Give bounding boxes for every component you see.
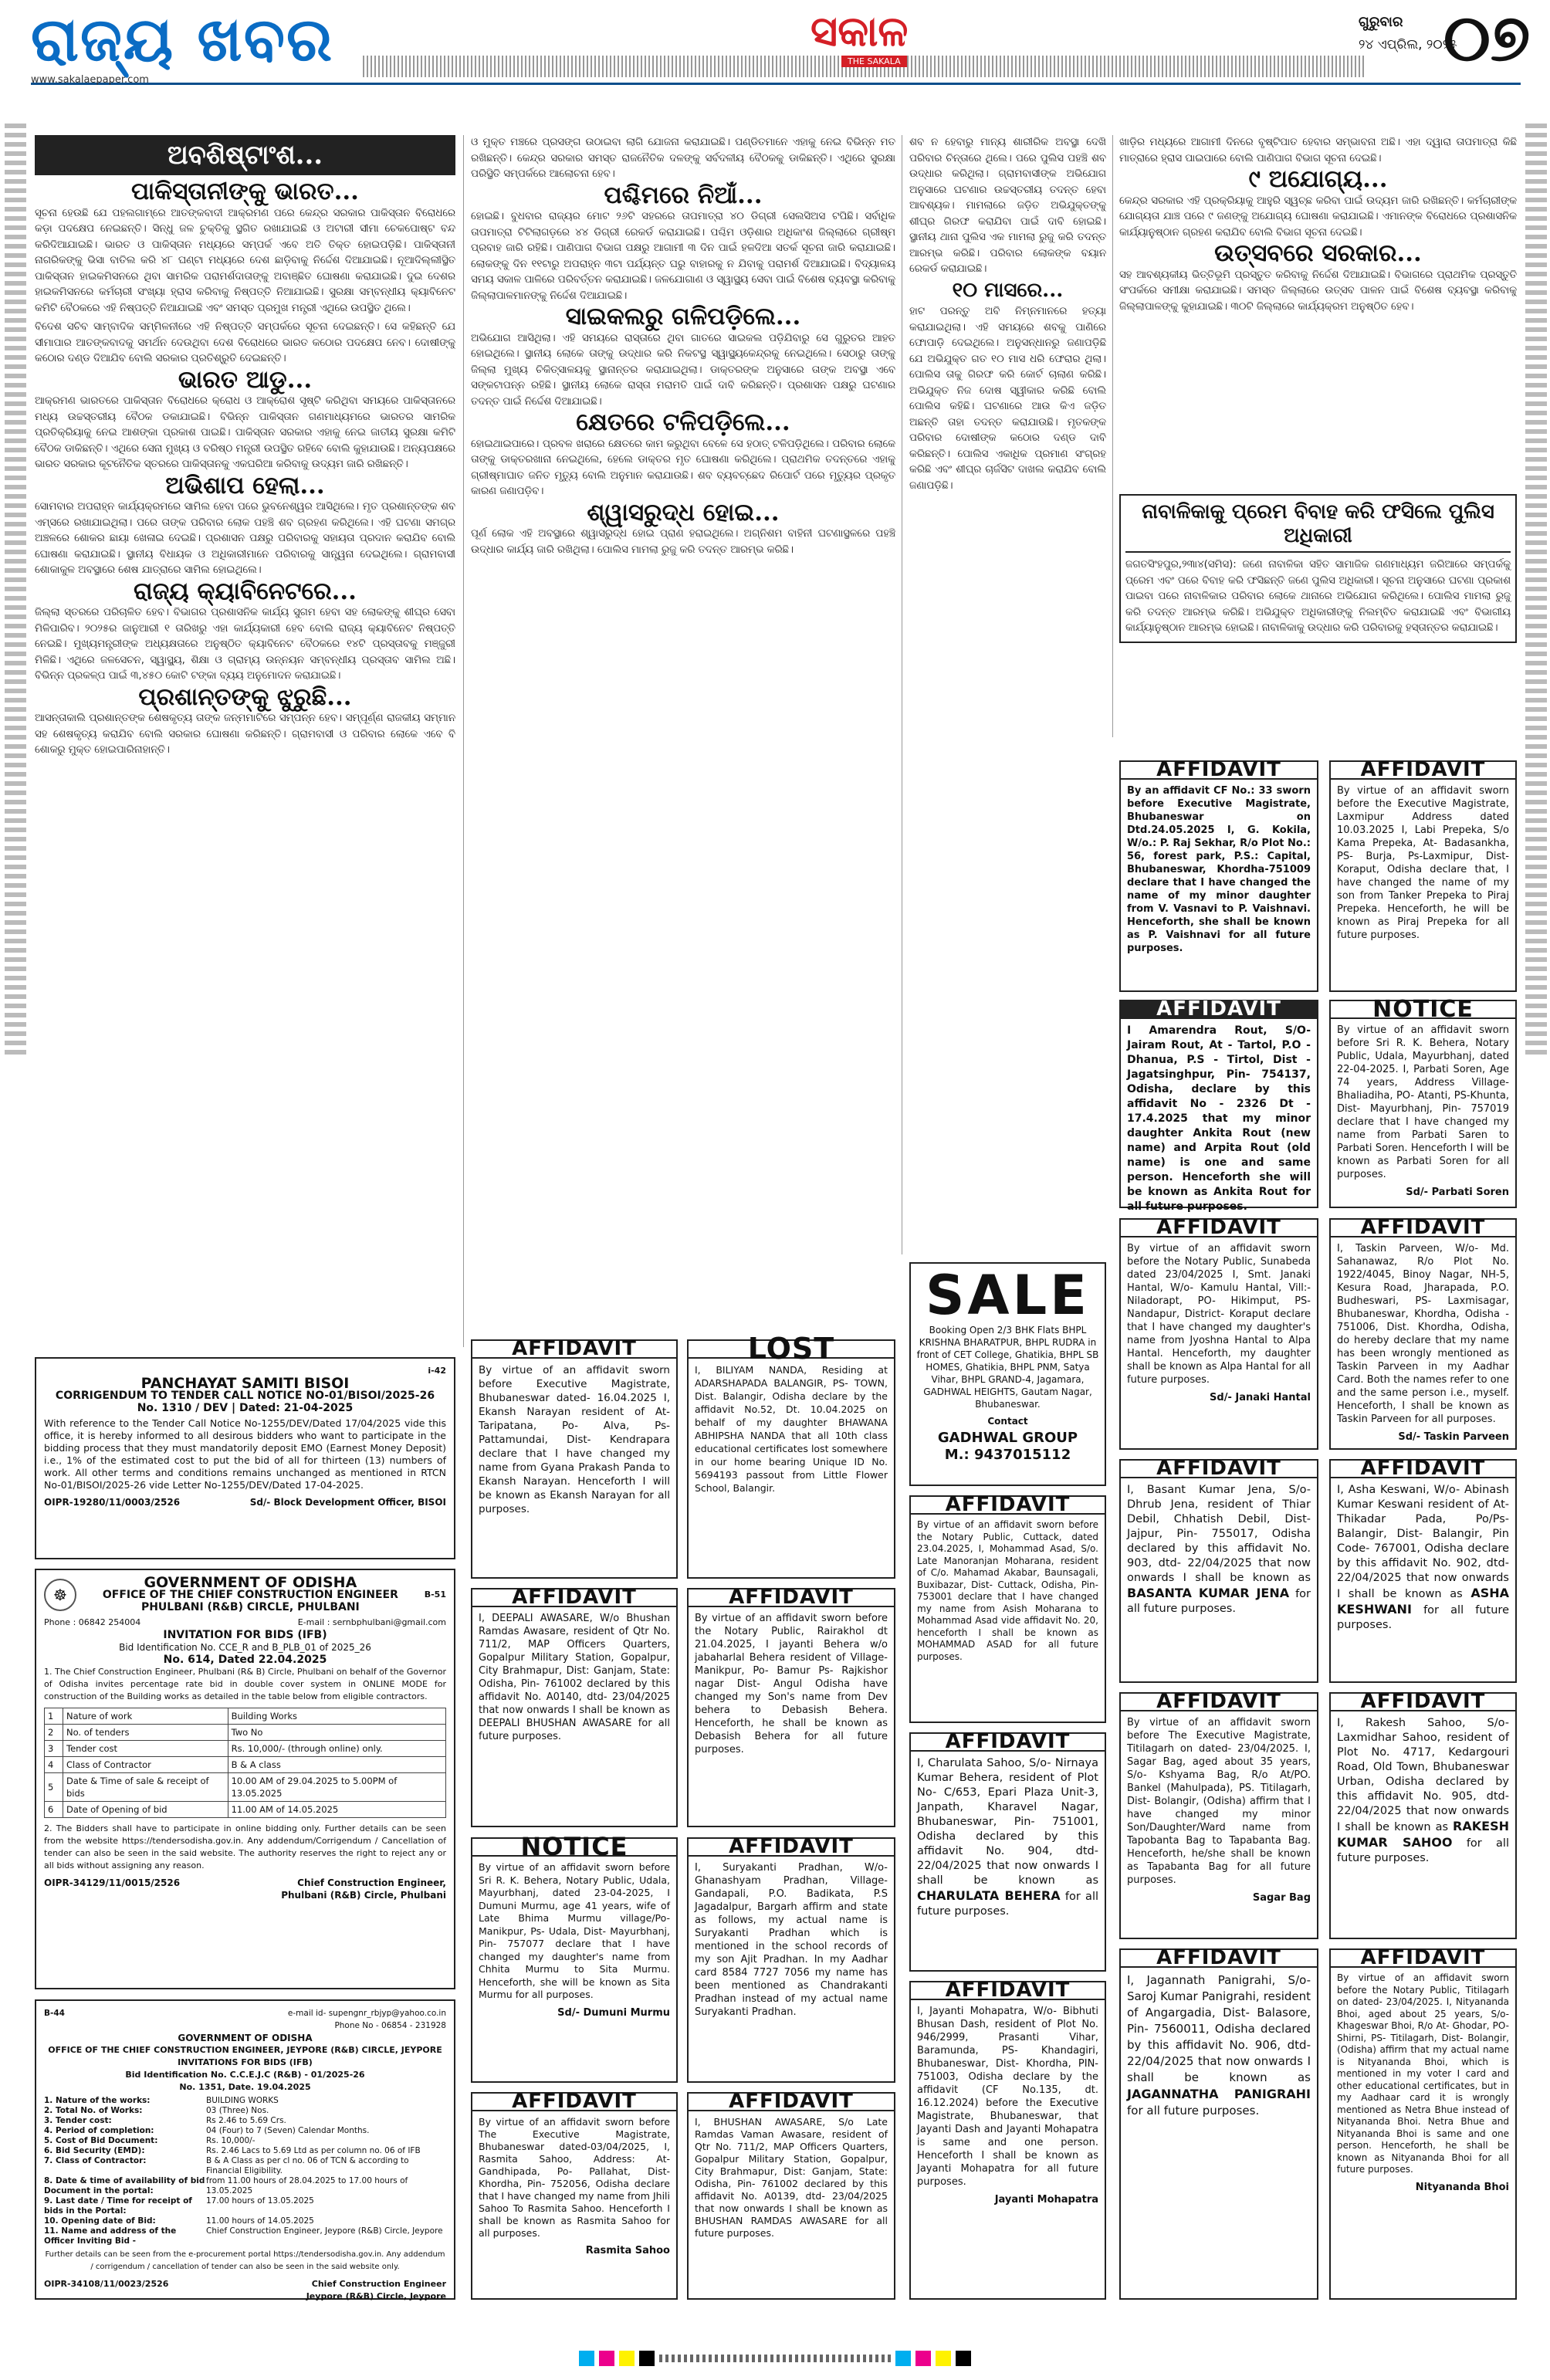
tender-detail-row (44, 2216, 446, 2226)
sale-details: Booking Open 2/3 BHK Flats BHPL KRISHNA BHARATPUR, BHPL RUDRA in front of CET College, Ghatikia, BHPL SB HOMES, Ghatikia, BHPL PNM, Satya Vihar, BHPL GRAND-4, Jagamara, GADHWAL HEIGHTS, Gautam Nagar, Bhubaneswar. (916, 1325, 1099, 1410)
tender-detail-label: 1. Nature of the works: (44, 2096, 151, 2105)
sale-title: SALE (925, 1264, 1090, 1327)
affidavit-taskin-parveen (1329, 1218, 1517, 1450)
tender-detail-row (44, 2136, 446, 2146)
affidavit-text: I, Rakesh Sahoo, S/o- Laxmidhar Sahoo, resident of Plot No. 4717, Kedargouri Road, Old Town, Bhubaneswar Urban, Odisha declared by this affidavit No. 905, dtd- 22/04/2025 that now onwards I shall be known as (1337, 1717, 1509, 1833)
sale-contact-label: Contact (987, 1416, 1028, 1427)
black-swatch (956, 2351, 971, 2366)
tender-phulbani (35, 1569, 455, 1989)
tender-detail-label: 2. Total No. of Works: (44, 2106, 143, 2115)
affidavit-text: I, Jagannath Panigrahi, S/o- Saroj Kumar Panigrahi, resident of Angargadia, Dist- Balasore, Pin- 7560011, Odisha declared by this affidavit No. 906, dtd- 22/04/2025 that now onwards I shall be known as (1127, 1973, 1311, 2084)
signature: Jayanti Mohapatra (994, 2194, 1098, 2206)
affidavit-jayanti-behera (687, 1588, 895, 1827)
tender-email[interactable]: e-mail id- supengnr_rbjyp@yahoo.co.in (287, 2009, 446, 2018)
yellow-swatch (936, 2351, 951, 2366)
tender-table-cell: No. of tenders (63, 1725, 228, 1741)
affidavit-sagar-bag (1119, 1692, 1318, 1939)
tender-table-cell: Building Works (228, 1708, 445, 1725)
affidavit-text: I Amarendra Rout, S/O- Jairam Rout, At - Tartol, P.O - Dhanua, P.S - Tirtol, Dist - Jagatsinghpur, Pin- 754137, Odisha, declare by this affidavit No - 2326 Dt - 17.4.2025 that my minor daughter Ankita Rout (new name) and Arpita Rout (old name) is one and same person. Henceforth she will be known as Ankita Rout for all future purposes. (1127, 1024, 1311, 1213)
article-text: ହୋଇଛି। ବୁଧବାର ରାଜ୍ୟର ମୋଟ ୨୬ଟି ସହରରେ ତାପମାତ୍ରା ୪୦ ଡିଗ୍ରୀ ସେଲସିଅସ ଟପିଛି। ସର୍ବାଧିକ ତାପମାତ୍ରା ଟିଟିଲାଗଡ଼ରେ ୪୪ ଡିଗ୍ରୀ ରେକର୍ଡ କରାଯାଇଛି। ପଶ୍ଚିମ ଓଡ଼ିଶାର ଅଧିକାଂଶ ଜିଲ୍ଲାରେ ଗ୍ରୀଷ୍ମ ପ୍ରବାହ ଜାରି ରହିଛି। ପାଣିପାଗ ବିଭାଗ ପକ୍ଷରୁ ଆଗାମୀ ୩ ଦିନ ପାଇଁ ହଳଦିଆ ସତର୍କ ସୂଚନା ଜାରି କରାଯାଇଛି। ଲୋକଙ୍କୁ ଦିନ ୧୧ଟାରୁ ଅପରାହ୍ନ ୩ଟା ପର୍ଯ୍ୟନ୍ତ ଘରୁ ବାହାରକୁ ନ ଯିବାକୁ ପରାମର୍ଶ ଦିଆଯାଇଛି। ବିଦ୍ୟାଳୟ ସମୟ ସକାଳ ପାଳିରେ ପରିବର୍ତ୍ତନ କରାଯାଇଛି। ଜଳଯୋଗାଣ ଓ ସ୍ୱାସ୍ଥ୍ୟ ସେବା ପାଇଁ ବିଶେଷ ବ୍ୟବସ୍ଥା କରିବାକୁ ଜିଲ୍ଲାପାଳମାନଙ୍କୁ ନିର୍ଦ୍ଦେଶ ଦିଆଯାଇଛି। (471, 211, 895, 302)
affidavit-kokila (1119, 760, 1318, 992)
tender-title: GOVERNMENT OF ODISHA (144, 1574, 357, 1591)
notice-text: By virtue of an affidavit sworn before Sri R. K. Behera, Notary Public, Udala, Mayurbhanj, dated 22-04-2025. I, Parbati Soren, Age 74 years, Address Village- Bhaliadiha, PO- Atanti, PS-Khunta, Dist- Mayurbhanj, Pin- 757019 declare that I have changed my name from Parbati Saren to Parbati Soren. Henceforth I will be known as Parbati Soren for all purposes. (1337, 1024, 1509, 1180)
new-name: BASANTA KUMAR JENA (1127, 1586, 1290, 1600)
tender-table-cell: 1 (45, 1708, 63, 1725)
tender-note: Further details can be seen from the e-procurement portal https://tendersodisha.gov.in. Any addendum / corrigendum / cancellation of tender can also be seen in the said website only. (45, 2250, 445, 2271)
headline-cycle: ସାଇକଲରୁ ଗଳିପଡ଼ିଲେ... (565, 303, 801, 330)
affidavit-text: I, Charulata Sahoo, S/o- Nirnaya Kumar Behera, resident of Plot No- C/653, Epari Plaza Unit-3, Janpath, Kharavel Nagar, Bhubaneswar, Pin- 751001, Odisha declared by this affidavit No. 904, dtd- 22/04/2025 that now onwards I shall be known as (917, 1757, 1098, 1887)
affidavit-tail: for all future purposes. (1127, 1588, 1311, 1615)
affidavit-title: AFFIDAVIT (1331, 1461, 1515, 1478)
tender-code: B-51 (424, 1589, 446, 1600)
affidavit-title: AFFIDAVIT (911, 1734, 1105, 1752)
affidavit-text: I, Basant Kumar Jena, S/o- Dhrub Jena, resident of Thiar Debil, Chhatish Debil, Dist- Jajpur, Pin- 755017, Odisha declared by this affidavit No. 903, dtd- 22/04/2025 that now onwards I shall be known as (1127, 1484, 1311, 1584)
tender-phone: Phone : 06842 254004 (44, 1617, 141, 1627)
article-text: ଓ ମୁକ୍ତ ମଞ୍ଚରେ ପ୍ରସଙ୍ଗ ଉଠାଇବା ଲାଗି ଯୋଜନା କରାଯାଇଛି। ପଣ୍ଡିତମାନେ ଏହାକୁ ନେଇ ବିଭିନ୍ନ ମତ ରଖିଛନ୍ତି। କେନ୍ଦ୍ର ସରକାର ସମସ୍ତ ରାଜନୈତିକ ଦଳଙ୍କୁ ସର୍ବଦଳୀୟ ବୈଠକକୁ ଡାକିଛନ୍ତି। ଏଥିରେ ସୁରକ୍ଷା ପରିସ୍ଥିତି ସମ୍ପର୍କରେ ଆଲୋଚନା ହେବ। (471, 137, 895, 180)
headline-minor-marriage: ନାବାଳିକାକୁ ପ୍ରେମ ବିବାହ କରି ଫସିଲେ ପୁଲିସ ଅଧିକାରୀ (1125, 500, 1511, 553)
magenta-swatch (599, 2351, 614, 2366)
signature: Sd/- Parbati Soren (1406, 1187, 1509, 1198)
print-registration-marks (0, 2337, 1550, 2380)
affidavit-text: By virtue of an affidavit sworn before the Notary Public, Cuttack, dated 23.04.2025, I, Mohammad Asad, S/o. Late Manoranjan Moharana, resident of C/o. Mahamad Akabar, Baunsagali, Buxibazar, Dist- Cuttack, Odisha, Pin- 753001 declare that I have changed my name from Asish Moharana to Mohammad Asad vide affidavit No. 20, henceforth I shall be known as MOHAMMAD ASAD for all future purposes. (917, 1519, 1098, 1662)
tender-subtitle: CORRIGENDUM TO TENDER CALL NOTICE NO-01/BISOI/2025-26 (55, 1390, 435, 1402)
affidavit-title: AFFIDAVIT (472, 1341, 676, 1359)
affidavit-rasmita-sahoo (471, 2092, 678, 2300)
tender-detail-row (44, 2096, 446, 2106)
affidavit-janaki-hantal (1119, 1218, 1318, 1450)
tender-panchayat-bisoi (35, 1357, 455, 1559)
tender-detail-value: BUILDING WORKS (206, 2096, 279, 2105)
continuation-banner: ଅବଶିଷ୍ଟାଂଶ... (35, 135, 455, 175)
tender-detail-row (44, 2156, 446, 2176)
affidavit-text: By an affidavit CF No.: 33 sworn before Executive Magistrate, Bhubaneswar on Dtd.24.05.2025 I, G. Kokila, W/o.: P. Raj Sekhar, R/o Plot No.: 56, forest park, P.S.: Capital, Bhubaneswar, Khordha-751009 declare that I have changed the name of my minor daughter from V. Vasnavi to P. Vaishnavi. Henceforth, she shall be known as P. Vaishnavi for all future purposes. (1127, 785, 1311, 954)
tender-ref: OIPR-34108/11/0023/2526 (44, 2279, 169, 2289)
tender-ref: OIPR-19280/11/0003/2526 (44, 1497, 181, 1508)
tender-table-cell: 4 (45, 1757, 63, 1773)
headline-prashant: ପ୍ରଶାନ୍ତଙ୍କୁ ଝୁରୁଛି... (138, 682, 352, 711)
tender-jeypore (35, 1999, 455, 2300)
headline-10-months: ୧୦ ମାସରେ... (952, 278, 1064, 302)
tender-title: GOVERNMENT OF ODISHA (178, 2033, 313, 2043)
tender-detail-label: 5. Cost of Bid Document: (44, 2136, 158, 2145)
affidavit-deepali-awasare (471, 1588, 678, 1827)
tender-table (44, 1708, 446, 1818)
tender-table-cell: 10.00 AM of 29.04.2025 to 5.00PM of 13.05.2025 (228, 1773, 445, 1802)
tender-table-cell: B & A class (228, 1757, 445, 1773)
article-text: ଜଗତସିଂହପୁର,୨୩ା୪(ସମିସ): ଜଣେ ନାବାଳିକା ସହିତ ସାମାଜିକ ଗଣମାଧ୍ୟମ ଜରିଆରେ ସମ୍ପର୍କକୁ ପ୍ରେମ ଏବଂ ପରେ ବିବାହ କରି ଫସିଛନ୍ତି ଜଣେ ପୁଲିସ ଅଧିକାରୀ। ସୂଚନା ଅନୁସାରେ ଘଟଣା ପ୍ରକାଶ ପାଇବା ପରେ ନାବାଳିକାର ପରିବାର ଲୋକେ ଥାନାରେ ଅଭିଯୋଗ କରିଥିଲେ। ପୋଲିସ ମାମଲା ରୁଜୁ କରି ତଦନ୍ତ ଆରମ୍ଭ କରିଛି। ଅଭିଯୁକ୍ତ ଅଧିକାରୀଙ୍କୁ ନିଲମ୍ବିତ କରାଯାଇଛି ଏବଂ ବିଭାଗୀୟ କାର୍ଯ୍ୟାନୁଷ୍ଠାନ ଆରମ୍ଭ ହୋଇଛି। ନାବାଳିକାକୁ ଉଦ୍ଧାର କରି ପରିବାରକୁ ହସ୍ତାନ୍ତର କରାଯାଇଛି। (1125, 559, 1511, 634)
affidavit-text: By virtue of an affidavit sworn before Executive Magistrate, Bhubaneswar dated- 16.04.2025 I, Ekansh Narayan resident of At- Taripatana, Po- Alva, Ps- Pattamundai, Dist- Kendrapara declare that I have changed my name from Gyana Prakash Panda to Ekansh Narayan. Henceforth I will be known as Ekansh Narayan for all purposes. (479, 1364, 670, 1515)
notice-title: NOTICE (1331, 1001, 1515, 1019)
tender-signature: Chief Construction Engineer, Phulbani (R&B) Circle, Phulbani (281, 1877, 446, 1901)
notice-parbati-soren (1329, 996, 1517, 1208)
affidavit-title: AFFIDAVIT (689, 1839, 894, 1857)
magenta-swatch (915, 2351, 931, 2366)
tender-detail-row (44, 2116, 446, 2126)
tender-table-cell: Rs. 10,000/- (through online) only. (228, 1741, 445, 1757)
tender-signature: Chief Construction Engineer Jeypore (R&B) Circle, Jeypore (306, 2279, 446, 2301)
tender-detail-value: Chief Construction Engineer, Jeypore (R&B) Circle, Jeypore (206, 2226, 443, 2236)
tender-title: PANCHAYAT SAMITI BISOI (140, 1375, 350, 1392)
affidavit-text: I, BHUSHAN AWASARE, S/o Late Ramdas Vaman Awasare, resident of Qtr No. 711/2, MAP Officers Quarters, Gopalpur Military Station, Gopalpur, City Brahmapur, Dist: Ganjam, State: Odisha, Pin- 761002 declared by this affidavit No. A0139, dtd- 23/04/2025 that now onwards I shall be known as BHUSHAN RAMDAS AWASARE for all future purposes. (695, 2116, 888, 2239)
tender-detail-label: 6. Bid Security (EMD): (44, 2146, 145, 2155)
affidavit-title: AFFIDAVIT (911, 1982, 1105, 2000)
page-number: ୦୭ (1443, 0, 1531, 76)
article-text: ସୋମବାର ଅପରାହ୍ନ କାର୍ଯ୍ୟକ୍ରମରେ ସାମିଲ ହେବା ପରେ ଭୁବନେଶ୍ୱର ଆସିଥିଲେ। ମୃତ ପ୍ରଶାନ୍ତଙ୍କ ଶବ ଏମ୍‌ସରେ ରଖାଯାଇଥିଲା। ପରେ ତାଙ୍କ ପରିବାର ଲୋକ ପହଞ୍ଚି ଶବ ଗ୍ରହଣ କରିଥିଲେ। ଏହି ଘଟଣା ସମଗ୍ର ଅଞ୍ଚଳରେ ଶୋକର ଛାୟା ଖେଳାଇ ଦେଇଛି। ପ୍ରଶାସନ ପକ୍ଷରୁ ପରିବାରକୁ ସହାୟତା ପ୍ରଦାନ କରାଯିବ ବୋଲି ଘୋଷଣା କରାଯାଇଛି। ସ୍ଥାନୀୟ ବିଧାୟକ ଓ ଅଧିକାରୀମାନେ ପରିବାରକୁ ସାନ୍ତ୍ୱନା ଦେଇଥିଲେ। ଗ୍ରାମବାସୀ ଶୋକାକୁଳ ଅବସ୍ଥାରେ ଶେଷ ଯାତ୍ରାରେ ସାମିଲ ହୋଇଥିଲେ। (35, 501, 455, 576)
article-text: ସୂଚନା ହେଉଛି ଯେ ପହଲଗାମ୍‌ରେ ଆତଙ୍କବାଦୀ ଆକ୍ରମଣ ପରେ କେନ୍ଦ୍ର ସରକାର ପାକିସ୍ତାନ ବିରୋଧରେ କଡ଼ା ପଦକ୍ଷେପ ନେଇଛନ୍ତି। ସିନ୍ଧୁ ଜଳ ଚୁକ୍ତିକୁ ସ୍ଥଗିତ ରଖାଯାଇଛି ଓ ଅଟାରୀ ସୀମା ଚେକପୋଷ୍ଟ ବନ୍ଦ କରିଦିଆଯାଇଛି। ଭାରତ ଓ ପାକିସ୍ତାନ ମଧ୍ୟରେ ସମ୍ପର୍କ ଏବେ ଅତି ତିକ୍ତ ହୋଇପଡ଼ିଛି। ପାକିସ୍ତାନୀ ନାଗରିକଙ୍କୁ ଭିସା ବାତିଲ କରି ୪୮ ଘଣ୍ଟା ମଧ୍ୟରେ ଦେଶ ଛାଡ଼ିବାକୁ ନିର୍ଦ୍ଦେଶ ଦିଆଯାଇଛି। ନୂଆଦିଲ୍ଲୀସ୍ଥିତ ପାକିସ୍ତାନ ହାଇକମିସନରେ ଥିବା ସାମରିକ ପରାମର୍ଶଦାତାଙ୍କୁ ଅବାଞ୍ଛିତ ଘୋଷଣା କରାଯାଇଛି। ଦୁଇ ଦେଶର ହାଇକମିସନରେ କର୍ମଚାରୀ ସଂଖ୍ୟା ହ୍ରାସ କରିବାକୁ ନିଷ୍ପତ୍ତି ନିଆଯାଇଛି। ସୁରକ୍ଷା ସମ୍ବନ୍ଧୀୟ କ୍ୟାବିନେଟ କମିଟି ବୈଠକରେ ଏହି ନିଷ୍ପତ୍ତି ନିଆଯାଇଛି ଏବଂ ସମସ୍ତ ପ୍ରମୁଖ ମନ୍ତ୍ରୀ ଏଥିରେ ଉପସ୍ଥିତ ଥିଲେ। (35, 207, 455, 314)
tender-detail-row (44, 2126, 446, 2136)
affidavit-charulata-sahoo (909, 1732, 1106, 1972)
affidavit-text: By virtue of an affidavit sworn before The Executive Magistrate, Titilagarh on dated- 23/04/2025. I, Sagar Bag, aged about 35 years, S/o- Kshyama Bag, R/o At/PO. Bankel (Mahulpada), PS. Titilagarh, Dist- Bolangir, (Odisha) affirm that I have changed my minor Son/Daughter/Ward name from Tapobanta Bag to Tapabanta Bag. Henceforth, he/she shall be known as Tapabanta Bag for all future purposes. (1127, 1717, 1311, 1886)
tender-signature: Sd/- Block Development Officer, BISOI (249, 1497, 446, 1508)
signature: Sd/- Janaki Hantal (1210, 1392, 1311, 1403)
tender-detail-row (44, 2176, 446, 2196)
tender-table-row (45, 1757, 446, 1773)
new-name: CHARULATA BEHERA (917, 1888, 1061, 1903)
notice-text: By virtue of an affidavit sworn before Sri R. K. Behera, Notary Public, Udala, Mayurbhanj, dated 23-04-2025, I Dumuni Murmu, age 41 years, wife of Late Bhima Murmu village/Po- Manikpur, Ps- Udala, Dist- Mayurbhanj, Pin- 757077 declare that I have changed my daughter's name from Chhita Murmu to Sita Murmu. Henceforth, she will be known as Sita Murmu for all purposes. (479, 1861, 670, 2000)
affidavit-title: AFFIDAVIT (689, 2094, 894, 2111)
affidavit-amarendra-rout (1119, 997, 1318, 1213)
affidavit-title: AFFIDAVIT (1121, 1220, 1317, 1237)
affidavit-title: AFFIDAVIT (1331, 1220, 1515, 1237)
lost-notice-biliyam (687, 1332, 895, 1579)
tender-detail-value: 17.00 hours of 13.05.2025 (206, 2196, 314, 2206)
tender-table-cell: Date of Opening of bid (63, 1802, 228, 1818)
tender-table-row (45, 1741, 446, 1757)
article-text: ଅଭିଯୋଗ ଆସିଥିଲା। ଏହି ସମୟରେ ରାସ୍ତାରେ ଥିବା ଗାତରେ ସାଇକଲ ପଡ଼ିଯିବାରୁ ସେ ଗୁରୁତର ଆହତ ହୋଇଥିଲେ। ସ୍ଥାନୀୟ ଲୋକେ ତାଙ୍କୁ ଉଦ୍ଧାର କରି ନିକଟସ୍ଥ ସ୍ୱାସ୍ଥ୍ୟକେନ୍ଦ୍ରକୁ ନେଇଥିଲେ। ସେଠାରୁ ତାଙ୍କୁ ଜିଲ୍ଲା ମୁଖ୍ୟ ଚିକିତ୍ସାଳୟକୁ ସ୍ଥାନାନ୍ତର କରାଯାଇଥିଲା। ଡାକ୍ତରଙ୍କ ଅନୁସାରେ ତାଙ୍କ ଅବସ୍ଥା ଏବେ ସଙ୍କଟାପନ୍ନ ରହିଛି। ସ୍ଥାନୀୟ ଲୋକେ ରାସ୍ତା ମରାମତି ପାଇଁ ଦାବି କରିଛନ୍ତି। ପ୍ରଶାସନ ପକ୍ଷରୁ ଘଟଣାର ତଦନ୍ତ ପାଇଁ ନିର୍ଦ୍ଦେଶ ଦିଆଯାଇଛି। (471, 332, 895, 408)
column-1 (35, 179, 455, 1329)
article-text: ଖାଡ଼ିର ମଧ୍ୟରେ ଆଗାମୀ ଦିନରେ ବୃଷ୍ଟିପାତ ହେବାର ସମ୍ଭାବନା ଅଛି। ଏହା ଦ୍ୱାରା ତାପମାତ୍ରା କିଛି ମାତ୍ରାରେ ହ୍ରାସ ପାଇପାରେ ବୋଲି ପାଣିପାଗ ବିଭାଗ ସୂଚନା ଦେଇଛି। (1119, 137, 1517, 164)
article-text: ପୂର୍ଣ ଲୋକ ଏହି ଅବସ୍ଥାରେ ଶ୍ୱାସରୁଦ୍ଧ ହୋଇ ପ୍ରାଣ ହରାଇଥିଲେ। ଅଗ୍ନିଶମ ବାହିନୀ ଘଟଣାସ୍ଥଳରେ ପହଞ୍ଚି ଉଦ୍ଧାର କାର୍ଯ୍ୟ ଜାରି ରଖିଥିଲା। ପୋଲିସ ମାମଲା ରୁଜୁ କରି ତଦନ୍ତ ଆରମ୍ଭ କରିଛି। (471, 528, 895, 556)
article-text: ହାଟ ପରନ୍ତୁ ଅବି ନିମ୍ନମାନରେ ହତ୍ୟା କରାଯାଇଥିଲା। ଏହି ସମୟରେ ଶବକୁ ପାଣିରେ ଫୋପାଡ଼ି ଦେଇଥିଲେ। ଅନୁସନ୍ଧାନରୁ ଜଣାପଡ଼ିଛି ଯେ ଅଭିଯୁକ୍ତ ଗତ ୧୦ ମାସ ଧରି ଫେରାର ଥିଲା। ପୋଲିସ ତାକୁ ଗିରଫ କରି କୋର୍ଟ ଚାଲାଣ କରିଛି। ଅଭିଯୁକ୍ତ ନିଜ ଦୋଷ ସ୍ୱୀକାର କରିଛି ବୋଲି ପୋଲିସ କହିଛି। ଘଟଣାରେ ଆଉ କିଏ ଜଡ଼ିତ ଅଛନ୍ତି ତାହା ତଦନ୍ତ କରାଯାଉଛି। ମୃତକଙ୍କ ପରିବାର ଦୋଷୀଙ୍କ କଠୋର ଦଣ୍ଡ ଦାବି କରିଛନ୍ତି। ପୋଲିସ ଏକାଧିକ ପ୍ରମାଣ ସଂଗ୍ରହ କରିଛି ଏବଂ ଶୀଘ୍ର ଚାର୍ଜସିଟ ଦାଖଲ କରାଯିବ ବୋଲି ଜଣାପଡ଼ିଛି। (909, 306, 1106, 492)
tender-office: OFFICE OF THE CHIEF CONSTRUCTION ENGINEER (102, 1589, 398, 1601)
tender-detail-value: Rs. 2.46 Lacs to 5.69 Ltd as per column no. 06 of IFB (206, 2146, 421, 2155)
masthead (31, 0, 1531, 86)
headline-pakistanis: ପାକିସ୍ତାନୀଙ୍କୁ ଭାରତ... (131, 179, 359, 205)
tender-detail-value: from 11.00 hours of 28.04.2025 to 17.00 hours of 13.05.2025 (206, 2176, 408, 2195)
affidavit-text: By virtue of an affidavit sworn before the Notary Public, Titilagarh on dated- 23/04/2025. I, Nityananda Bhoi, aged about 25 years, S/o- Khageswar Bhoi, R/o At- Ghodar, PO- Shirni, PS- Titilagarh, Dist- Bolangir, (Odisha) affirm that my actual name is Nityananda Bhoi, which is mentioned in my voter I card and other educational certificates, but in my Aadhaar card it is wrongly mentioned as Netra Bhue instead of Nityananda Bhoi. Netra Bhue and Nityananda Bhoi is same and one person. Henceforth, he shall be known as Nityananda Bhoi for all future purposes. (1337, 1972, 1509, 2175)
lost-text: I, BILIYAM NANDA, Residing at ADARSHAPADA BALANGIR, PS- TOWN, Dist. Balangir, Odisha declare by the affidavit No.52, Dt. 10.04.2025 on behalf of my daughter BHAWANA ABHIPSHA NANDA that all 10th class educational certificates lost somewhere in our home bearing Unique ID No. 5694193 passout from Little Flower School, Balangir. (695, 1364, 888, 1494)
article-text: ଆକ୍ରମଣ ଭାରତରେ ପାକିସ୍ତାନ ବିରୋଧରେ କ୍ରୋଧ ଓ ଆକ୍ରୋଶ ସୃଷ୍ଟି କରିଥିବା ସମୟରେ ପାକିସ୍ତାନରେ ମଧ୍ୟ ଉଚ୍ଚସ୍ତରୀୟ ବୈଠକ ଡକାଯାଇଛି। ବିଭିନ୍ନ ପାକିସ୍ତାନ ଗଣମାଧ୍ୟମରେ ଭାରତର ସାମରିକ ପ୍ରତିକ୍ରିୟାକୁ ନେଇ ଆଶଙ୍କା ପ୍ରକାଶ ପାଇଛି। ପାକିସ୍ତାନ ସରକାର ଏହାକୁ ନେଇ ଜାତୀୟ ସୁରକ୍ଷା କମିଟି ବୈଠକ ଡାକିଛନ୍ତି। ଏଥିରେ ସେନା ମୁଖ୍ୟ ଓ ବରିଷ୍ଠ ମନ୍ତ୍ରୀ ଉପସ୍ଥିତ ରହିବେ ବୋଲି କୁହାଯାଉଛି। ଅନ୍ୟପକ୍ଷରେ ଭାରତ ସରକାର କୂଟନୈତିକ ସ୍ତରରେ ପାକିସ୍ତାନକୁ ଏକଘରିଆ କରିବାକୁ ଉଦ୍ୟମ ଜାରି ରଖିଛନ୍ତି। (35, 395, 455, 470)
affidavit-text: By virtue of an affidavit sworn before the Executive Magistrate, Laxmipur Address dated 10.03.2025 I, Labi Prepeka, S/o Kama Prepeka, At- Badasankha, PS- Burja, Ps-Laxmipur, Dist-Koraput, Odisha declare that, I have changed the name of my son from Tanker Prepeka to Piraj Prepeka. Henceforth, he will be known as Piraj Prepeka for all future purposes. (1337, 785, 1509, 941)
affidavit-title: AFFIDAVIT (1121, 1950, 1317, 1968)
registration-stripe (659, 2355, 891, 2362)
website-link[interactable]: www.sakalaepaper.com (31, 74, 149, 86)
news-box-minor-marriage (1119, 494, 1517, 643)
tender-phone: Phone No - 06854 - 231928 (334, 2021, 446, 2030)
tender-table-row (45, 1708, 446, 1725)
tender-table-cell: Nature of work (63, 1708, 228, 1725)
sale-company: GADHWAL GROUP (937, 1430, 1078, 1446)
headline-festival: ଉତ୍ସବରେ ସରକାର... (1214, 239, 1422, 267)
affidavit-text: I, DEEPALI AWASARE, W/o Bhushan Ramdas Awasare, resident of Qtr No. 711/2, MAP Officers Quarters, Gopalpur Military Station, Gopalpur, City Brahmapur, Dist: Ganjam, State: Odisha, Pin- 761002 declared by this affidavit No. A0140, dtd- 23/04/2025 that now onwards I shall be known as DEEPALI BHUSHAN AWASARE for all future purposes. (479, 1613, 670, 1742)
affidavit-title: AFFIDAVIT (472, 2094, 676, 2111)
affidavit-title: AFFIDAVIT (1121, 1461, 1317, 1478)
affidavit-title: AFFIDAVIT (1121, 762, 1317, 780)
affidavit-title: AFFIDAVIT (1121, 1001, 1317, 1019)
tender-bid-id: Bid Identification No. CCE_R and B_PLB_01 of 2025_26 (119, 1642, 371, 1653)
affidavit-nityananda-bhoi (1329, 1948, 1517, 2300)
article-text: ଶବ ନ ହେବାରୁ ମାନ୍ୟ ଶାରୀରିକ ଅବସ୍ଥା ଦେଖି ପରିବାର ଚିନ୍ତାରେ ଥିଲେ। ପରେ ପୁଲିସ ପହଞ୍ଚି ଶବ ଉଦ୍ଧାର କରିଥିଲା। ଗ୍ରାମବାସୀଙ୍କ ଅଭିଯୋଗ ଅନୁସାରେ ଘଟଣାର ଉଚ୍ଚସ୍ତରୀୟ ତଦନ୍ତ ହେବା ଆବଶ୍ୟକ। ମାମଲାରେ ଜଡ଼ିତ ଅଭିଯୁକ୍ତଙ୍କୁ ଶୀଘ୍ର ଗିରଫ କରାଯିବା ପାଇଁ ଦାବି ହୋଇଛି। ସ୍ଥାନୀୟ ଥାନା ପୁଲିସ ଏକ ମାମଲା ରୁଜୁ କରି ତଦନ୍ତ ଆରମ୍ଭ କରିଛି। ପରିବାର ଲୋକଙ୍କ ବୟାନ ରେକର୍ଡ କରାଯାଇଛି। (909, 137, 1106, 275)
tender-table-row (45, 1773, 446, 1802)
tender-table-row (45, 1802, 446, 1818)
tender-number: No. 1310 / DEV | Dated: 21-04-2025 (137, 1402, 354, 1414)
tender-detail-label: 7. Class of Contractor: (44, 2156, 147, 2165)
black-swatch (639, 2351, 655, 2366)
tender-detail-label: 11. Name and address of the Officer Inviting Bid - (44, 2226, 177, 2246)
affidavit-tail: for all future purposes. (1337, 1837, 1509, 1864)
new-name: RAKESH KUMAR SAHOO (1337, 1819, 1509, 1850)
tender-details-list (44, 2096, 446, 2246)
affidavit-ekansh-narayan (471, 1339, 678, 1579)
registration-bar-right (1525, 124, 1547, 1058)
affidavit-mohammad-asad (909, 1495, 1106, 1723)
tender-email[interactable]: E-mail : sernbphulbani@gmail.com (297, 1617, 446, 1627)
tender-office: OFFICE OF THE CHIEF CONSTRUCTION ENGINEER, JEYPORE (R&B) CIRCLE, JEYPORE (48, 2045, 442, 2055)
tender-bid-no: No. 1351, Date. 19.04.2025 (179, 2082, 311, 2092)
registration-bar-left (5, 124, 26, 1058)
tender-detail-row (44, 2146, 446, 2156)
tender-detail-value: Rs 2.46 to 5.69 Crs. (206, 2116, 286, 2125)
tender-code: i-42 (428, 1366, 446, 1376)
article-text: କେନ୍ଦ୍ର ସରକାର ଏହି ପ୍ରକ୍ରିୟାକୁ ଆହୁରି ସ୍ୱଚ୍ଛ କରିବା ପାଇଁ ଉଦ୍ୟମ ଜାରି ରଖିଛନ୍ତି। କର୍ମଚାରୀଙ୍କ ଯୋଗ୍ୟତା ଯାଞ୍ଚ ପରେ ୯ ଜଣଙ୍କୁ ଅଯୋଗ୍ୟ ଘୋଷଣା କରାଯାଇଛି। ଏମାନଙ୍କ ବିରୋଧରେ ପ୍ରଶାସନିକ କାର୍ଯ୍ୟାନୁଷ୍ଠାନ ଗ୍ରହଣ କରାଯିବ ବୋଲି ବିଭାଗ ସୂଚନା ଦେଇଛି। (1119, 195, 1517, 239)
odisha-emblem-icon: ☸ (44, 1579, 76, 1611)
tender-table-cell: Class of Contractor (63, 1757, 228, 1773)
notice-title: NOTICE (472, 1839, 676, 1857)
notice-dumuni-murmu (471, 1832, 678, 2083)
affidavit-text: I, Asha Keswani, W/o- Abinash Kumar Keswani resident of At- Thikadar Pada, Po/Ps- Balangir, Dist- Balangir, Pin Code- 767001, Odisha declare by this affidavit No. 902, dtd- 22/04/2025 that now onwards I shall be known as (1337, 1484, 1509, 1600)
tender-note: 2. The Bidders shall have to participate in online bidding only. Further details can be seen from the website https://tendersodisha.gov.in. Any addendum/Corrigendum / Cancellation of tender can also be seen in the said website. The authority reserves the right to reject any or all bids without assigning any reason. (44, 1823, 446, 1870)
affidavit-title: AFFIDAVIT (472, 1589, 676, 1607)
cyan-swatch (579, 2351, 594, 2366)
affidavit-jagannath-panigrahi (1119, 1948, 1318, 2300)
affidavit-text: By virtue of an affidavit sworn before The Executive Magistrate, Bhubaneswar dated-03/04/2025, I, Rasmita Sahoo, Address: At- Gandhipada, Po- Pallahat, Dist- Khordha, Pin- 752056, Odisha declare that I have changed my name from Jhili Sahoo To Rasmita Sahoo. Henceforth I shall be known as Rasmita Sahoo for all purposes. (479, 2116, 670, 2239)
tender-ifb-title: INVITATION FOR BIDS (IFB) (163, 1629, 327, 1641)
affidavit-text: I, Taskin Parveen, W/o- Md. Sahanawaz, R/o Plot No. 1922/4045, Binoy Nagar, NH-5, Kesura Road, Jharapada, P.O. Budheswari, PS- Laxmisagar, Bhubaneswar, Khordha, Odisha - 751006, Dist. Khordha, Odisha, do hereby declare that my name has been wrongly mentioned as Taskin Parveen in my Aadhar Card. Both the names refer to one and the same person i.e., myself. Henceforth, I shall be known as Taskin Parveen for all purposes. (1337, 1243, 1509, 1425)
tender-ifb-title: INVITATIONS FOR BIDS (IFB) (178, 2057, 313, 2067)
tender-detail-value: Rs. 10,000/- (206, 2136, 256, 2145)
tender-table-cell: 3 (45, 1741, 63, 1757)
newspaper-logo: ସକାଳ (811, 6, 909, 56)
tender-office-2: PHULBANI (R&B) CIRCLE, PHULBANI (140, 1601, 360, 1613)
affidavit-title: AFFIDAVIT (911, 1497, 1105, 1515)
affidavit-asha-keswani (1329, 1459, 1517, 1683)
affidavit-title: AFFIDAVIT (1331, 762, 1515, 780)
affidavit-basant-jena (1119, 1459, 1318, 1683)
affidavit-suryakanti-pradhan (687, 1837, 895, 2083)
tender-detail-label: 9. Last date / Time for receipt of bids in the Portal: (44, 2196, 192, 2216)
yellow-swatch (619, 2351, 635, 2366)
issue-day: ଗୁରୁବାର (1359, 14, 1403, 30)
issue-date: ୨୪ ଏପ୍ରିଲ, ୨୦୨୫ (1359, 37, 1457, 52)
tender-detail-value: B & A Class as per cl no. 06 of TCN & according to Financial Eligibility. (206, 2156, 409, 2175)
tender-detail-value: 11.00 hours of 14.05.2025 (206, 2216, 314, 2226)
tender-table-cell: 5 (45, 1773, 63, 1802)
tender-detail-label: 8. Date & time of availability of bid Document in the portal: (44, 2176, 205, 2195)
headline-field: କ୍ଷେତରେ ଟଳିପଡ଼ିଲେ... (576, 408, 790, 436)
affidavit-title: AFFIDAVIT (689, 1589, 894, 1607)
tender-code: B-44 (44, 2009, 65, 2018)
tender-table-cell: Two No (228, 1725, 445, 1741)
headline-india: ଭାରତ ଆଡୁ... (178, 365, 313, 394)
tender-table-cell: Date & Time of sale & receipt of bids (63, 1773, 228, 1802)
article-text: ହୋଇଥାଇପାରେ। ପ୍ରବଳ ଖରାରେ କ୍ଷେତରେ କାମ କରୁଥିବା ବେଳେ ସେ ହଠାତ୍ ଟଳିପଡ଼ିଥିଲେ। ପରିବାର ଲୋକେ ତାଙ୍କୁ ଡାକ୍ତରଖାନା ନେଇଥିଲେ, ହେଲେ ଡାକ୍ତର ମୃତ ଘୋଷଣା କରିଥିଲେ। ପ୍ରାଥମିକ ତଦନ୍ତରେ ଏହାକୁ ଗ୍ରୀଷ୍ମାଘାତ ଜନିତ ମୃତ୍ୟୁ ବୋଲି ଅନୁମାନ କରାଯାଉଛି। ଶବ ବ୍ୟବଚ୍ଛେଦ ରିପୋର୍ଟ ପରେ ମୃତ୍ୟୁର ପ୍ରକୃତ କାରଣ ଜଣାପଡ଼ିବ। (471, 438, 895, 497)
tender-bid-no: No. 614, Dated 22.04.2025 (163, 1654, 327, 1666)
signature: Sagar Bag (1252, 1892, 1311, 1904)
affidavit-text: By virtue of an affidavit sworn before the Notary Public, Sunabeda dated 23/04/2025 I, Smt. Janaki Hantal, W/o- Kamulu Hantal, Vill:- Niladorapt, PO- Hikimput, PS- Nandapur, District- Koraput declare that I have changed my daughter's name from Jyoshna Hantal to Alpa Hantal. Henceforth, my daughter shall be known as Alpa Hantal for all future purposes. (1127, 1243, 1311, 1386)
affidavit-text: I, Suryakanti Pradhan, W/o- Ghanashyam Pradhan, Village- Gandapali, P.O. Badikata, P.S Jagadalpur, Bargarh affirm and state as follows, my actual name is Suryakanti Pradhan which is mentioned in the school records of my son Ajit Pradhan. In my Aadhar card 8584 7727 7056 my name has been mentioned as Chandrakanti Pradhan instead of my actual name Suryakanti Pradhan. (695, 1862, 888, 2018)
headline-cabinet: ରାଜ୍ୟ କ୍ୟାବିନେଟରେ... (134, 577, 357, 605)
affidavit-tail: for all future purposes. (917, 1891, 1098, 1918)
tender-table-row (45, 1725, 446, 1741)
affidavit-title: AFFIDAVIT (1331, 1694, 1515, 1711)
affidavit-bhushan-awasare (687, 2092, 895, 2300)
tender-detail-row (44, 2226, 446, 2246)
signature: Sd/- Taskin Parveen (1398, 1431, 1509, 1443)
affidavit-rakesh-sahoo (1329, 1692, 1517, 1939)
tender-detail-label: 10. Opening date of Bid: (44, 2216, 156, 2226)
headline-suffocation: ଶ୍ୱାସରୁଦ୍ଧ ହୋଇ... (587, 498, 780, 526)
article-text: ଆସନ୍ତାକାଲି ପ୍ରଶାନ୍ତଙ୍କ ଶେଷକୃତ୍ୟ ତାଙ୍କ ଜନ୍ମମାଟିରେ ସମ୍ପନ୍ନ ହେବ। ସମ୍ପୂର୍ଣ୍ଣ ରାଜକୀୟ ସମ୍ମାନ ସହ ଶେଷକୃତ୍ୟ କରାଯିବ ବୋଲି ସରକାର ଘୋଷଣା କରିଛନ୍ତି। ଗ୍ରାମବାସୀ ଓ ପରିବାର ଲୋକେ ଏବେ ବି ଶୋକରୁ ମୁକ୍ତ ହୋଇପାରିନାହାନ୍ତି। (35, 713, 455, 756)
tender-detail-row (44, 2196, 446, 2216)
tender-table-cell: 11.00 AM of 14.05.2025 (228, 1802, 445, 1818)
headline-curse: ଅଭିଶାପ ହେଲା... (165, 471, 325, 499)
tender-table-cell: 6 (45, 1802, 63, 1818)
tender-bid-id: Bid Identification No. C.C.E.J.C (R&B) - 01/2025-26 (125, 2070, 365, 2080)
affidavit-labi-prepeka (1329, 760, 1517, 992)
section-title: ରାଜ୍ୟ ଖବର (31, 5, 334, 75)
headline-9-disqualified: ୯ ଅଯୋଗ୍ୟ... (1248, 165, 1388, 193)
lost-title: LOST (689, 1341, 894, 1359)
article-text: ବିଦେଶ ସଚିବ ସାମ୍ବାଦିକ ସମ୍ମିଳନୀରେ ଏହି ନିଷ୍ପତ୍ତି ସମ୍ପର୍କରେ ସୂଚନା ଦେଇଛନ୍ତି। ସେ କହିଛନ୍ତି ଯେ ସୀମାପାର ଆତଙ୍କବାଦକୁ ସମର୍ଥନ ଦେଉଥିବା ଦେଶ ବିରୋଧରେ ଭାରତ କଠୋର ପଦକ୍ଷେପ ନେବ। ଦୋଷୀଙ୍କୁ କଠୋର ଦଣ୍ଡ ଦିଆଯିବ ବୋଲି ସରକାର ପ୍ରତିଶ୍ରୁତି ଦେଇଛନ୍ତି। (35, 321, 455, 364)
affidavit-title: AFFIDAVIT (1121, 1694, 1317, 1711)
tender-detail-value: 04 (Four) to 7 (Seven) Calendar Months. (206, 2126, 370, 2135)
affidavit-tail: for all future purposes. (1127, 2104, 1260, 2118)
tender-intro: 1. The Chief Construction Engineer, Phulbani (R& B) Circle, Phulbani on behalf of the Governor of Odisha invites percentage rate bid in double cover system in ONLINE MODE for construction of the Building works as detailed in the table below from eligible contractors. (44, 1667, 446, 1701)
column-4 (1119, 135, 1517, 482)
article-text: ଜିଲ୍ଲା ସ୍ତରରେ ପରିଚାଳିତ ହେବ। ବିଭାଗର ପ୍ରଶାସନିକ କାର୍ଯ୍ୟ ସୁଗମ ହେବା ସହ ଲୋକଙ୍କୁ ଶୀଘ୍ର ସେବା ମିଳିପାରିବ। ୨୦୨୫ର ଜାନୁଆରୀ ୧ ତାରିଖରୁ ଏହା କାର୍ଯ୍ୟକାରୀ ହେବ ବୋଲି ରାଜ୍ୟ କ୍ୟାବିନେଟ ନିଷ୍ପତ୍ତି ନେଇଛି। ମୁଖ୍ୟମନ୍ତ୍ରୀଙ୍କ ଅଧ୍ୟକ୍ଷତାରେ ଅନୁଷ୍ଠିତ କ୍ୟାବିନେଟ ବୈଠକରେ ୧୪ଟି ପ୍ରସ୍ତାବକୁ ମଞ୍ଜୁରୀ ମିଳିଛି। ଏଥିରେ ଜଳସେଚନ, ସ୍ୱାସ୍ଥ୍ୟ, ଶିକ୍ଷା ଓ ଗ୍ରାମ୍ୟ ଉନ୍ନୟନ ସମ୍ବନ୍ଧୀୟ ପ୍ରସ୍ତାବ ସାମିଲ ଅଛି। ବିଭିନ୍ନ ପ୍ରକଳ୍ପ ପାଇଁ ୩,୪୫୦ କୋଟି ଟଙ୍କା ବ୍ୟୟ ଅନୁମୋଦନ କରାଯାଇଛି। (35, 607, 455, 682)
tender-text: With reference to the Tender Call Notice No-1255/DEV/Dated 17/04/2025 vide this office, it is hereby informed to all desirous bidders who want to participate in the bidding process that they must mandatorily deposit EMO (Earnest Money Deposit) i.e., 1% of the estimated cost to put the bid of all for thirteen (13) numbers of work. All other terms and conditions remains unchanged as mentioned in RTCN No-01/BISOI/2025-26 vide Letter No-1255/DEV/Dated 17-04-2025. (44, 1417, 446, 1491)
headline-west-fire: ପଶ୍ଚିମରେ ନିଆଁ... (604, 181, 763, 209)
article-text: ସହ ଆବଶ୍ୟକୀୟ ଭିତ୍ତିଭୂମି ପ୍ରସ୍ତୁତ କରିବାକୁ ନିର୍ଦ୍ଦେଶ ଦିଆଯାଇଛି। ବିଭାଗରେ ପ୍ରାଥମିକ ପ୍ରସ୍ତୁତି ସଂପର୍କରେ ସମୀକ୍ଷା କରାଯାଇଛି। ସମସ୍ତ ଜିଲ୍ଲାରେ ଉତ୍ସବ ପାଳନ ପାଇଁ ବିଶେଷ ବ୍ୟବସ୍ଥା କରିବାକୁ ଜିଲ୍ଲାପାଳଙ୍କୁ କୁହାଯାଇଛି। ୩୦ଟି ଜିଲ୍ଲାରେ କାର୍ଯ୍ୟକ୍ରମ ଅନୁଷ୍ଠିତ ହେବ। (1119, 269, 1517, 313)
signature: Sd/- Dumuni Murmu (557, 2006, 670, 2019)
column-3 (909, 135, 1106, 1254)
tender-detail-label: 3. Tender cost: (44, 2116, 112, 2125)
cyan-swatch (895, 2351, 911, 2366)
affidavit-tail: for all future purposes. (1337, 1604, 1509, 1631)
sale-phone[interactable]: M.: 9437015112 (944, 1447, 1071, 1463)
tender-detail-value: 03 (Three) Nos. (206, 2106, 269, 2115)
signature: Rasmita Sahoo (585, 2245, 670, 2256)
new-name: ASHA KESHWANI (1337, 1586, 1509, 1617)
column-rule (1112, 135, 1113, 737)
tender-table-cell: 2 (45, 1725, 63, 1741)
affidavit-text: By virtue of an affidavit sworn before the Notary Public, Rairakhol dt 21.04.2025, I jayanti Behera w/o jabaharlal Behera resident of Village- Manikpur, Po- Bamur Ps- Rajkishor nagar Dist- Angul Odisha have changed my Son's name from Dev behera to Debasish Behera. Henceforth, he shall be known as Debasish Behera for all future purposes. (695, 1613, 888, 1755)
tender-detail-row (44, 2106, 446, 2116)
newspaper-logo-sub: THE SAKALA (841, 56, 907, 67)
sale-ad-gadhwal (909, 1262, 1106, 1486)
affidavit-jayanti-mohapatra (909, 1981, 1106, 2300)
signature: Nityananda Bhoi (1415, 2181, 1509, 2193)
affidavit-text: I, Jayanti Mohapatra, W/o- Bibhuti Bhusan Dash, resident of Plot No. 946/2999, Prasanti Vihar, Baramunda, PS- Khandagiri, Bhubaneswar, Dist- Khordha, PIN- 751003, Odisha declare by the affidavit (CF No.135, dt. 16.12.2024) before the Executive Magistrate, Bhubaneswar, that Jayanti Dash and Jayanti Mohapatra is same and one person. Henceforth I shall be known as Jayanti Mohapatra for all future purposes. (917, 2006, 1098, 2188)
column-2 (471, 135, 895, 1328)
column-rule (463, 135, 464, 1347)
tender-detail-label: 4. Period of completion: (44, 2126, 154, 2135)
tender-ref: OIPR-34129/11/0015/2526 (44, 1877, 181, 1888)
tender-table-cell: Tender cost (63, 1741, 228, 1757)
affidavit-title: AFFIDAVIT (1331, 1950, 1515, 1968)
new-name: JAGANNATHA PANIGRAHI (1127, 2087, 1311, 2101)
